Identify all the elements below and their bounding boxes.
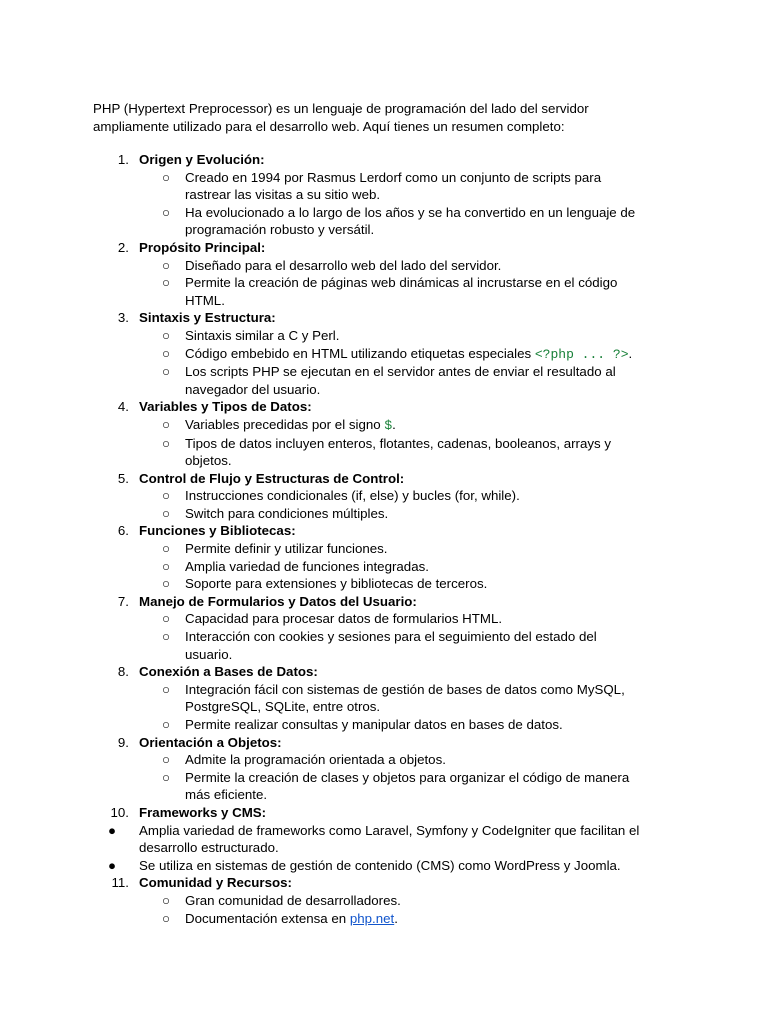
sub-list-item xyxy=(93,558,693,576)
sub-item-line: Diseñado para el desarrollo web del lado del servidor. xyxy=(185,257,502,273)
sub-item-text-suffix: . xyxy=(394,910,398,926)
section-heading xyxy=(93,239,693,257)
sub-item-line: Admite la programación orientada a objetos. xyxy=(185,752,446,768)
section-title: Comunidad y Recursos: xyxy=(139,875,292,891)
section-title: Orientación a Objetos: xyxy=(139,734,282,750)
sub-list-item xyxy=(93,628,693,663)
sub-item-line: Sintaxis similar a C y Perl. xyxy=(185,327,340,343)
section-heading xyxy=(93,804,693,822)
section-number: 11. xyxy=(111,875,129,891)
inline-code: $ xyxy=(384,417,393,433)
section-heading xyxy=(93,874,693,892)
bullet-item-line: desarrollo estructurado. xyxy=(139,840,279,856)
sub-item-text-suffix: . xyxy=(628,345,633,361)
sub-list-item xyxy=(93,769,693,804)
circle-bullet-icon: ○ xyxy=(162,752,171,768)
circle-bullet-icon: ○ xyxy=(162,257,171,273)
sub-item-line: Amplia variedad de funciones integradas. xyxy=(185,558,429,574)
sub-list-item xyxy=(93,751,693,769)
section-number: 2. xyxy=(117,239,129,255)
sub-item-text xyxy=(185,345,693,364)
section-heading xyxy=(93,593,693,611)
sub-item-line: rastrear las visitas a su sitio web. xyxy=(185,187,381,203)
sub-list-item xyxy=(93,540,693,558)
sub-item-line: Tipos de datos incluyen enteros, flotantes, cadenas, booleanos, arrays y xyxy=(185,435,612,451)
sub-item-line: Los scripts PHP se ejecutan en el servidor antes de enviar el resultado al xyxy=(185,364,616,380)
sub-list-item xyxy=(93,327,693,345)
circle-bullet-icon: ○ xyxy=(162,910,171,926)
section-title: Control de Flujo y Estructuras de Control: xyxy=(139,470,405,486)
sub-item-line: Switch para condiciones múltiples. xyxy=(185,505,389,521)
circle-bullet-icon: ○ xyxy=(162,558,171,574)
sub-item-line: Gran comunidad de desarrolladores. xyxy=(185,892,401,908)
sub-list-item xyxy=(93,910,693,928)
inline-code: <?php ... ?> xyxy=(534,346,629,362)
section-number: 9. xyxy=(117,734,129,750)
section-number: 3. xyxy=(117,310,129,326)
sub-list-item xyxy=(93,487,693,505)
circle-bullet-icon: ○ xyxy=(162,275,171,291)
circle-bullet-icon: ○ xyxy=(162,488,171,504)
php-net-link[interactable]: php.net xyxy=(349,910,395,926)
circle-bullet-icon: ○ xyxy=(162,169,171,185)
section-number: 1. xyxy=(117,152,129,167)
intro-line: ampliamente utilizado para el desarrollo web. Aquí tienes un resumen completo: xyxy=(93,118,565,134)
section-heading xyxy=(93,151,693,169)
circle-bullet-icon: ○ xyxy=(162,327,171,343)
sub-item-line: usuario. xyxy=(185,646,233,662)
section-heading xyxy=(93,663,693,681)
section-number: 8. xyxy=(117,664,129,680)
bullet-list-item xyxy=(93,857,693,875)
section-number: 10. xyxy=(110,804,129,820)
sub-list-item xyxy=(93,681,693,716)
sub-item-line: Creado en 1994 por Rasmus Lerdorf como un conjunto de scripts para xyxy=(185,169,602,185)
sub-item-line: Interacción con cookies y sesiones para el seguimiento del estado del xyxy=(185,629,597,645)
section-heading xyxy=(93,309,693,327)
sub-item-line: Capacidad para procesar datos de formularios HTML. xyxy=(185,611,503,627)
sub-item-text xyxy=(185,416,693,435)
section-heading xyxy=(93,522,693,540)
section-title: Variables y Tipos de Datos: xyxy=(139,399,312,415)
intro-line: PHP (Hypertext Preprocessor) es un lenguaje de programación del lado del servidor xyxy=(93,101,589,116)
sub-item-text-prefix: Código embebido en HTML utilizando etiquetas especiales xyxy=(185,345,535,361)
circle-bullet-icon: ○ xyxy=(162,435,171,451)
sub-list-item xyxy=(93,435,693,470)
sub-item-line: Permite la creación de clases y objetos para organizar el código de manera xyxy=(185,769,630,785)
section-number: 4. xyxy=(117,399,129,415)
section-title: Funciones y Bibliotecas: xyxy=(139,523,296,539)
sub-item-line: Instrucciones condicionales (if, else) y bucles (for, while). xyxy=(185,488,520,504)
sub-item-line: Permite realizar consultas y manipular datos en bases de datos. xyxy=(185,717,563,732)
sub-item-line: Ha evolucionado a lo largo de los años y se ha convertido en un lenguaje de xyxy=(185,204,636,220)
section-title: Propósito Principal: xyxy=(139,239,266,255)
sub-list-item xyxy=(93,610,693,628)
intro-paragraph xyxy=(93,100,683,135)
section-heading xyxy=(93,734,693,752)
sub-item-line: Soporte para extensiones y bibliotecas de terceros. xyxy=(185,576,488,592)
circle-bullet-icon: ○ xyxy=(162,364,171,380)
sub-list-item xyxy=(93,716,693,734)
sub-item-line: HTML. xyxy=(185,292,225,308)
circle-bullet-icon: ○ xyxy=(162,681,171,697)
sub-item-line: programación robusto y versátil. xyxy=(185,222,375,238)
circle-bullet-icon: ○ xyxy=(162,717,171,732)
bullet-list-item xyxy=(93,822,693,857)
sub-item-line: Permite la creación de páginas web dinámicas al incrustarse en el código xyxy=(185,275,618,291)
filled-bullet-icon: ● xyxy=(108,822,117,838)
section-title: Origen y Evolución: xyxy=(139,152,265,167)
sub-list-item xyxy=(93,575,693,593)
circle-bullet-icon: ○ xyxy=(162,505,171,521)
sub-list-item xyxy=(93,505,693,523)
circle-bullet-icon: ○ xyxy=(162,769,171,785)
filled-bullet-icon: ● xyxy=(108,857,117,873)
sub-item-text xyxy=(185,910,693,928)
sub-list-item xyxy=(93,169,693,204)
section-title: Sintaxis y Estructura: xyxy=(139,310,276,326)
circle-bullet-icon: ○ xyxy=(162,611,171,627)
section-number: 7. xyxy=(117,593,129,609)
sub-item-text-prefix: Documentación extensa en xyxy=(185,910,350,926)
section-number: 6. xyxy=(117,523,129,539)
sub-list-item xyxy=(93,363,693,398)
section-title: Frameworks y CMS: xyxy=(139,804,267,820)
sub-item-text-suffix: . xyxy=(392,416,396,432)
circle-bullet-icon: ○ xyxy=(162,892,171,908)
sub-item-text-prefix: Variables precedidas por el signo xyxy=(185,416,385,432)
sub-list-item xyxy=(93,257,693,275)
sub-list-item xyxy=(93,274,693,309)
circle-bullet-icon: ○ xyxy=(162,629,171,645)
section-number: 5. xyxy=(117,470,129,486)
sub-item-line: más eficiente. xyxy=(185,787,268,803)
sub-item-line: Integración fácil con sistemas de gestión de bases de datos como MySQL, xyxy=(185,681,625,697)
numbered-list xyxy=(93,151,693,927)
bullet-item-line: Amplia variedad de frameworks como Laravel, Symfony y CodeIgniter que facilitan el xyxy=(139,822,640,838)
sub-list-item xyxy=(93,204,693,239)
circle-bullet-icon: ○ xyxy=(162,416,171,432)
section-title: Conexión a Bases de Datos: xyxy=(139,664,318,680)
section-title: Manejo de Formularios y Datos del Usuario: xyxy=(139,593,417,609)
sub-list-item xyxy=(93,345,693,364)
sub-item-line: PostgreSQL, SQLite, entre otros. xyxy=(185,699,381,715)
bullet-item-line: Se utiliza en sistemas de gestión de contenido (CMS) como WordPress y Joomla. xyxy=(139,857,621,873)
sub-list-item xyxy=(93,416,693,435)
section-heading xyxy=(93,470,693,488)
sub-item-line: Permite definir y utilizar funciones. xyxy=(185,541,388,557)
circle-bullet-icon: ○ xyxy=(162,541,171,557)
circle-bullet-icon: ○ xyxy=(162,204,171,220)
section-heading xyxy=(93,398,693,416)
circle-bullet-icon: ○ xyxy=(162,345,171,361)
sub-item-line: navegador del usuario. xyxy=(185,381,321,397)
sub-list-item xyxy=(93,892,693,910)
circle-bullet-icon: ○ xyxy=(162,576,171,592)
sub-item-line: objetos. xyxy=(185,453,232,469)
